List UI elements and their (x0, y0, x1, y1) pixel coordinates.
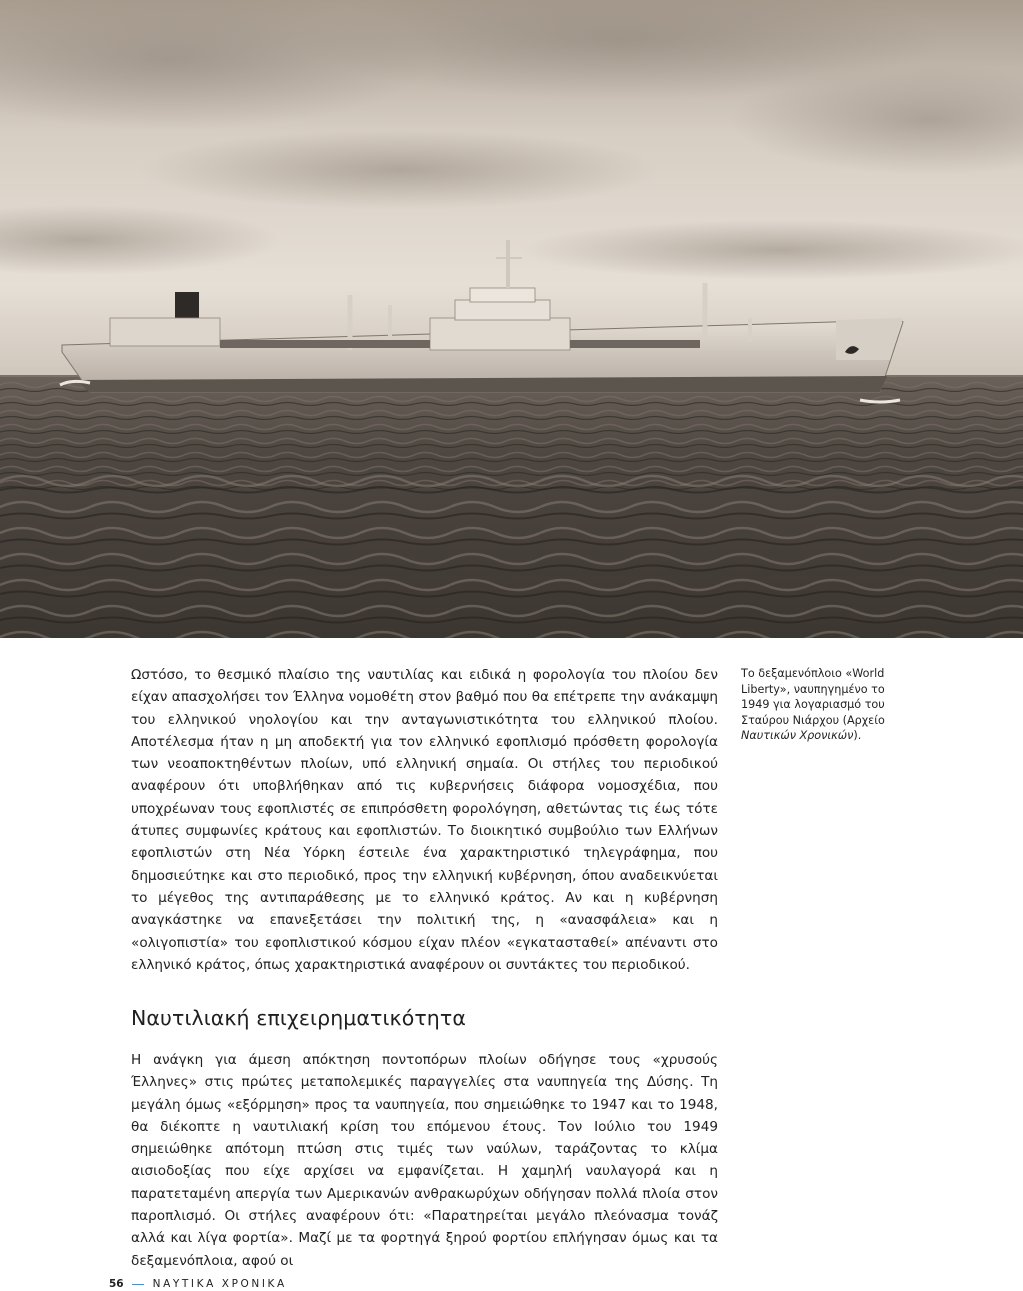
section-heading: Ναυτιλιακή επιχειρηματικότητα (131, 1006, 466, 1030)
page-footer (109, 1278, 287, 1290)
footer-divider (132, 1284, 144, 1285)
caption-closing: ). (853, 729, 862, 743)
page-number: 56 (109, 1278, 124, 1290)
publication-title: ΝΑΥΤΙΚΑ ΧΡΟΝΙΚΑ (152, 1278, 287, 1290)
photo-caption (741, 666, 901, 744)
tanker-ship-photo (0, 0, 1023, 638)
caption-text: Το δεξαμενόπλοιο «World Liberty», ναυπηγημένο το 1949 για λογαριασμό του Σταύρου Νιάρχου (Αρχείο (741, 667, 885, 727)
caption-source: Ναυτικών Χρονικών (741, 729, 854, 743)
article-paragraph: Ωστόσο, το θεσμικό πλαίσιο της ναυτιλίας και ειδικά η φορολογία του πλοίου δεν είχαν απασχολήσει τον Έλληνα νομοθέτη στον βαθμό που θα επέτρεπε την ανάκαμψη του ελληνικού νηολογίου και την ανταγωνιστικότητα του ελληνικού πλοίου. Αποτέλεσμα ήταν η μη αποδεκτή για τον ελληνικό εφοπλισμό πρόσθετη φορολογία των νεοαποκτηθέντων πλοίων, υπό ελληνική σημαία. Οι στήλες του περιοδικού αναφέρουν ότι υποβλήθηκαν από τις κυβερνήσεις διάφορα νομοσχέδια, που υποχρέωναν τους εφοπλιστές σε επιπρόσθετη φορολόγηση, αθετώντας τις έως τότε άτυπες συμφωνίες κράτους και εφοπλιστών. Το διοικητικό συμβούλιο των Ελλήνων εφοπλιστών στη Νέα Υόρκη έστειλε ένα χαρακτηριστικό τηλεγράφημα, που δημοσιεύτηκε και στο περιοδικό, προς την ελληνική κυβέρνηση, όπου αναδεικνύεται το μέγεθος της αντιπαράθεσης με το ελληνικό κράτος. Αν και η κυβέρνηση αναγκάστηκε να επανεξετάσει την πολιτική της, η «ανασφάλεια» και η «ολιγοπιστία» του εφοπλιστικού κόσμου είχαν πλέον «εγκατασταθεί» απέναντι στο ελληνικό κράτος, όπως χαρακτηριστικά αναφέρουν οι συντάκτες του περιοδικού. (131, 667, 718, 973)
article-paragraph: Η ανάγκη για άμεση απόκτηση ποντοπόρων πλοίων οδήγησε τους «χρυσούς Έλληνες» στις πρώτες μεταπολεμικές παραγγελίες στα ναυπηγεία της Δύσης. Τη μεγάλη όμως «εξόρμηση» προς τα ναυπηγεία, που σημειώθηκε το 1947 και το 1948, θα διέκοπτε η ναυτιλιακή κρίση του επόμενου έτους. Τον Ιούλιο του 1949 σημειώθηκε απότομη πτώση στις τιμές των ναύλων, ταράζοντας το κλίμα αισιοδοξίας που είχε αρχίσει να εμφανίζεται. Η χαμηλή ναυλαγορά και η παρατεταμένη απεργία των Αμερικανών ανθρακωρύχων οδήγησαν πολλά πλοία στον παροπλισμό. Οι στήλες αναφέρουν ότι: «Παρατηρείται μεγάλο πλεόνασμα τονάζ αλλά και λίγα φορτία». Μαζί με τα φορτηγά ξηρού φορτίου επλήγησαν όμως και τα δεξαμενόπλοια, αφού οι (131, 1052, 718, 1269)
